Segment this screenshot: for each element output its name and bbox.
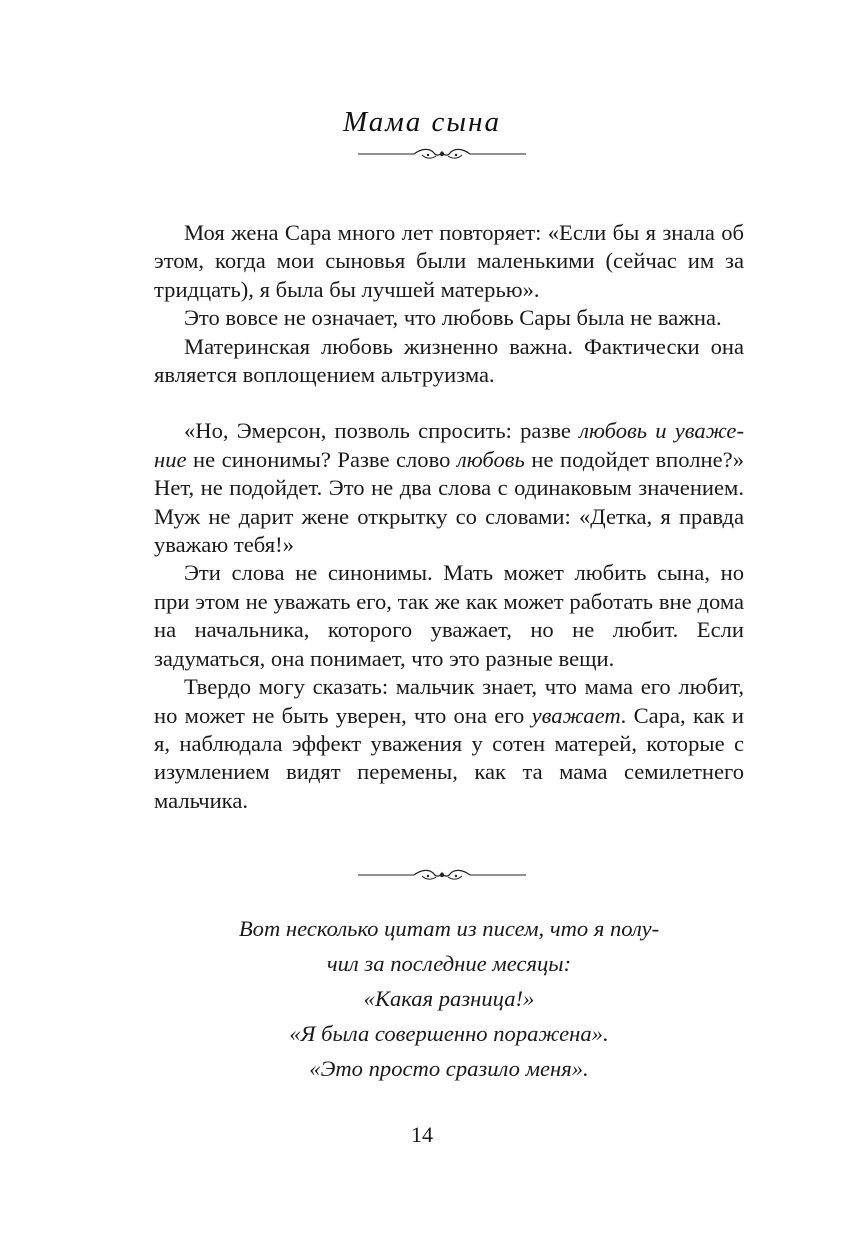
flourish-divider-middle (356, 867, 528, 883)
paragraph-4-part: не подойдет вполне?» Нет, не подойдет. Это не два слова с одинаковым значением. Муж не дарит жене открытку со словами: «Детка, я правда уважаю тебя!» (154, 446, 744, 558)
quotes-block (154, 911, 744, 1086)
quote-intro-line-2: чил за последние месяцы: (326, 951, 572, 976)
page-number: 14 (411, 1122, 433, 1147)
paragraph-4-part: «Но, Эмерсон, позволь спросить: разве (184, 418, 580, 444)
paragraph-6-part: Твердо могу сказать: мальчик знает, что мама его любит, но может не быть уверен, что она его (154, 674, 744, 728)
paragraph-4-emphasis: любовь (456, 446, 525, 472)
body-text (154, 219, 744, 815)
quote-intro-line-1: Вот несколько цитат из писем, что я полу- (238, 916, 660, 941)
paragraph-6-part: . Сара, как и я, наблюдала эффект уважения у сотен матерей, которые с изумлением видят перемены, как та мама семилетнего мальчика. (154, 702, 745, 813)
paragraph-6-emphasis: уважает (531, 702, 621, 728)
paragraph-1: Моя жена Сара много лет повторяет: «Если бы я знала об этом, когда мои сыновья были маленькими (сейчас им за тридцать), я была бы лучшей матерью». (154, 220, 744, 302)
paragraph-2: Это вовсе не означает, что любовь Сары была не важна. (184, 305, 722, 331)
quote-1: «Какая разница!» (363, 986, 535, 1011)
paragraph-5: Эти слова не синонимы. Мать может любить сына, но при этом не уважать его, так же как может работать вне дома на начальника, которого уважает, но не любит. Если задуматься, она понимает, что это разные вещи. (154, 560, 744, 671)
paragraph-4 (154, 417, 744, 559)
running-header-title: Мама сына (343, 106, 501, 138)
quote-3: «Это просто сразило меня». (309, 1056, 589, 1081)
paragraph-4-emphasis: любовь и уважение (154, 418, 744, 472)
paragraph-4-part: не синонимы? Разве слово (186, 446, 457, 472)
paragraph-6 (154, 673, 744, 815)
paragraph-3: Материнская любовь жизненно важна. Фактически она является воплощением альтруизма. (154, 333, 744, 388)
flourish-divider-top (356, 146, 528, 162)
quote-2: «Я была совершенно поражена». (289, 1021, 609, 1046)
